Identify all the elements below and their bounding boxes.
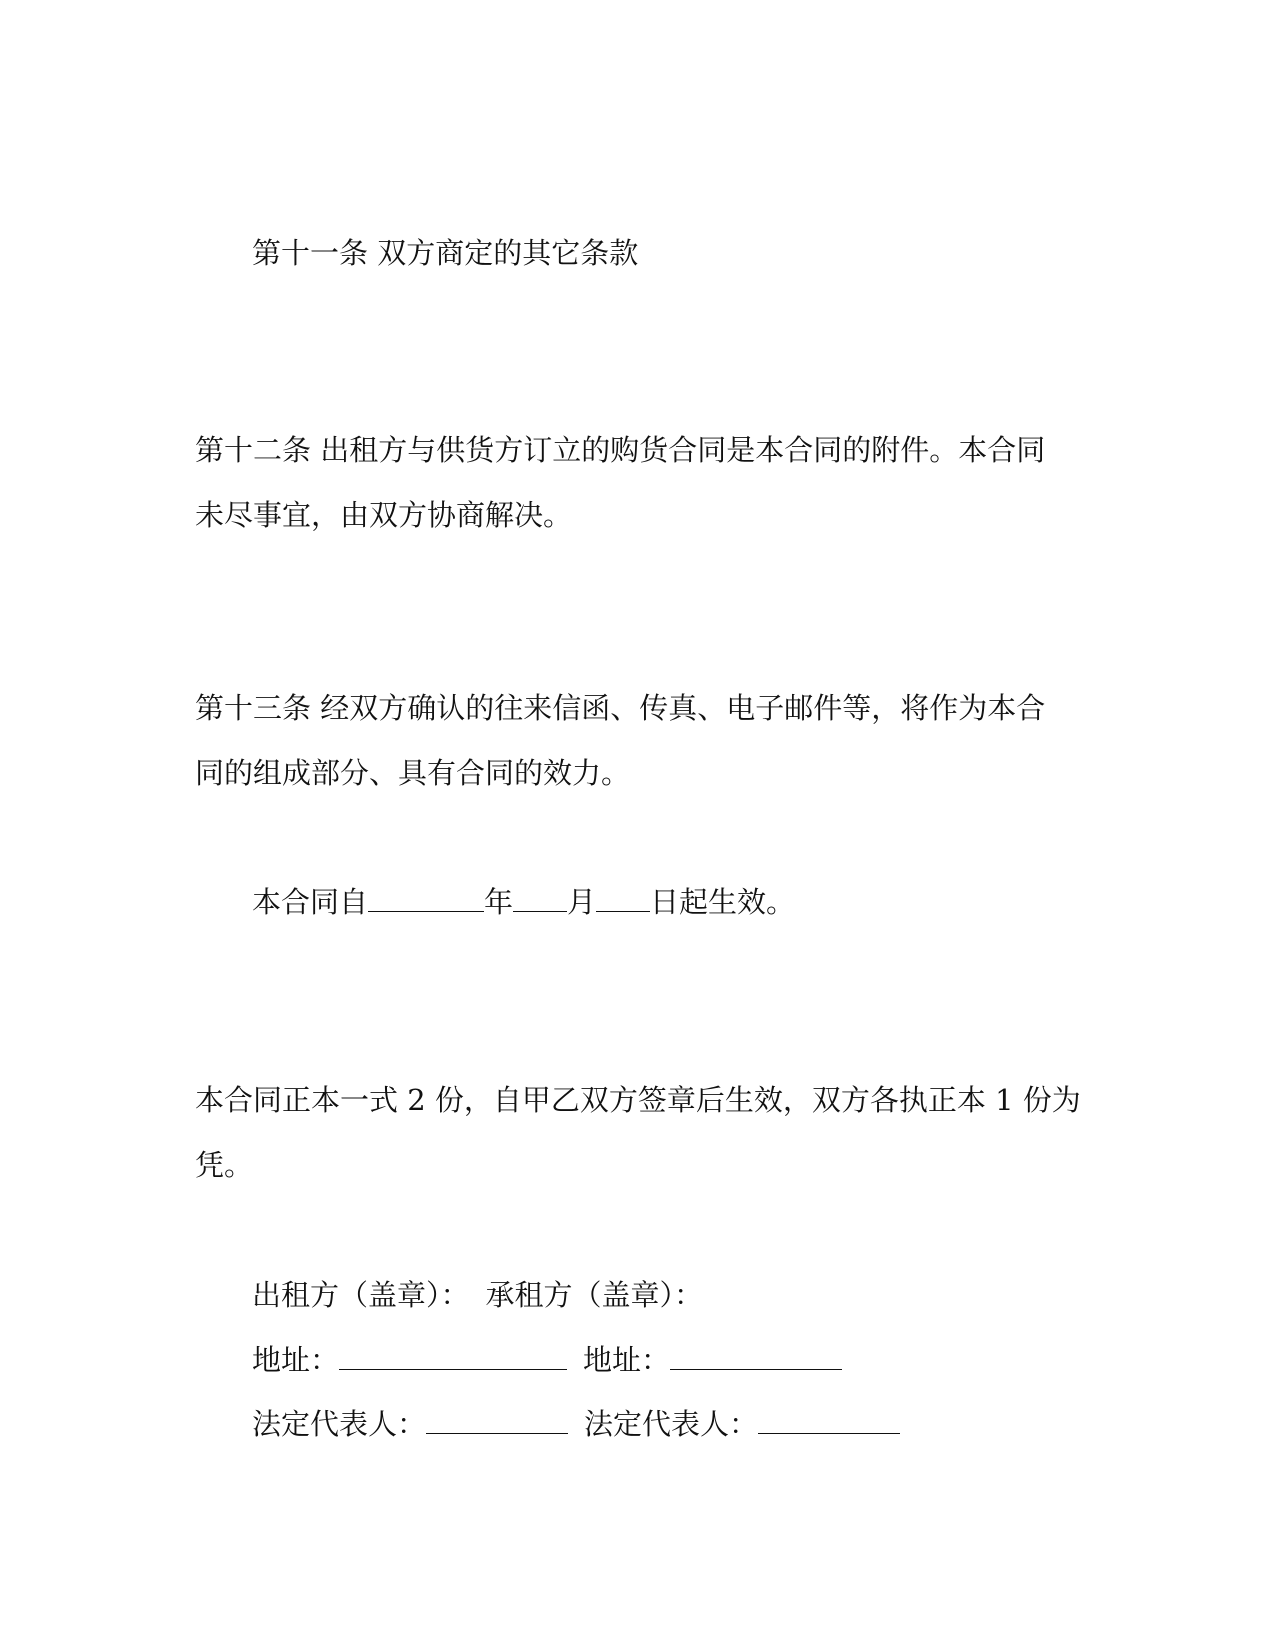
article-12-line-1: 第十二条 出租方与供货方订立的购货合同是本合同的附件。本合同 [195, 433, 1046, 467]
article-11: 第十一条 双方商定的其它条款 [252, 236, 639, 270]
year-label: 年 [484, 885, 514, 919]
copies-line-2: 凭。 [195, 1148, 254, 1182]
address-line [252, 1340, 842, 1380]
effective-prefix: 本合同自 [252, 885, 369, 919]
effective-date-line [252, 882, 795, 922]
article-13-line-1: 第十三条 经双方确认的往来信函、传真、电子邮件等，将作为本合 [195, 691, 1046, 725]
article-12-line-2: 未尽事宜，由双方协商解决。 [195, 498, 573, 532]
lessee-rep-label: 法定代表人： [584, 1407, 759, 1441]
lessee-seal-label: 承租方（盖章）： [485, 1278, 704, 1312]
effective-suffix: 日起生效。 [650, 885, 796, 919]
representative-line [252, 1404, 900, 1444]
lessee-rep-blank[interactable] [758, 1405, 900, 1434]
lessee-address-label: 地址： [583, 1343, 671, 1377]
article-13-line-2: 同的组成部分、具有合同的效力。 [195, 756, 631, 790]
lessor-address-blank[interactable] [339, 1341, 567, 1370]
copies-line-1: 本合同正本一式 2 份，自甲乙双方签章后生效，双方各执正本 1 份为 [195, 1083, 1081, 1117]
lessor-rep-label: 法定代表人： [252, 1407, 427, 1441]
lessor-address-label: 地址： [252, 1343, 340, 1377]
year-blank[interactable] [368, 883, 484, 912]
lessor-seal-label: 出租方（盖章）： [252, 1278, 470, 1312]
lessor-rep-blank[interactable] [426, 1405, 568, 1434]
lessee-address-blank[interactable] [670, 1341, 842, 1370]
seal-line [252, 1275, 703, 1315]
day-blank[interactable] [596, 883, 650, 912]
month-blank[interactable] [513, 883, 567, 912]
month-label: 月 [567, 885, 597, 919]
